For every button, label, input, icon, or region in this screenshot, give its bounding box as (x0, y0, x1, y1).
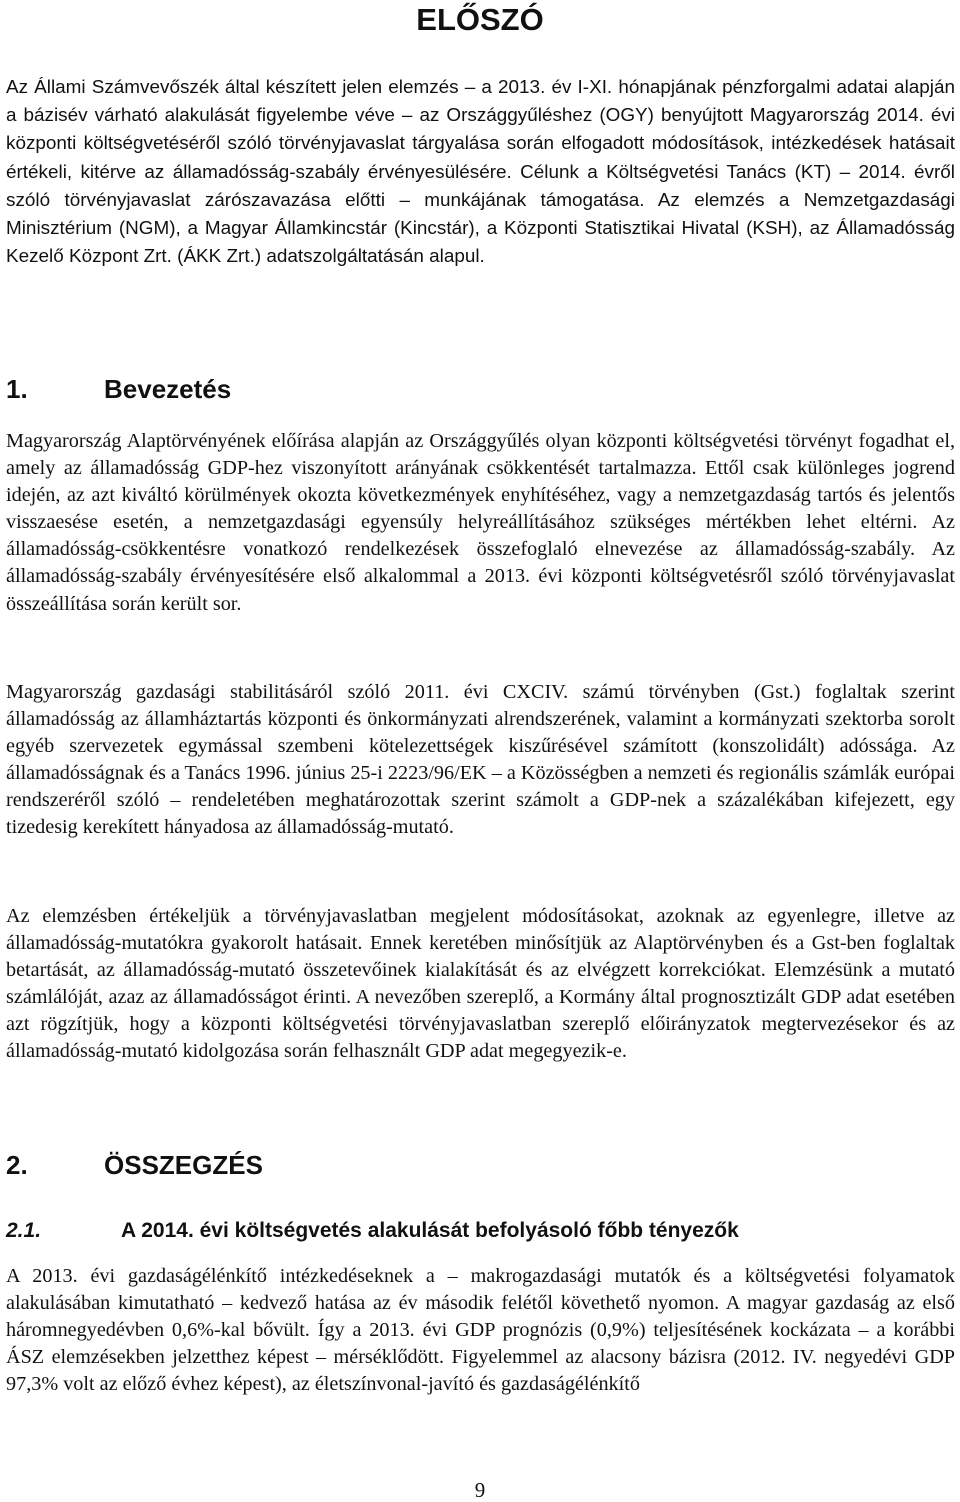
section-2-1-number: 2.1. (6, 1219, 42, 1242)
section-2-number: 2. (6, 1150, 28, 1180)
section-2-title: ÖSSZEGZÉS (104, 1150, 263, 1180)
foreword-paragraph: Az Állami Számvevőszék által készített jelen elemzés – a 2013. év I-XI. hónapjának pénzforgalmi adatai alapján a bázisév várható alakulását figyelembe véve – az Országgyűléshez (OGY) benyújtott Magyarország 2014. évi központi költségvetéséről szóló törvényjavaslat tárgyalása során elfogadott módosítások, intézkedések hatásait értékeli, kitérve az államadósság-szabály érvényesülésére. Célunk a Költségvetési Tanács (KT) – 2014. évről szóló törvényjavaslat zárószavazása előtti – munkájának támogatása. Az elemzés a Nemzetgazdasági Minisztérium (NGM), a Magyar Államkincstár (Kincstár), a Központi Statisztikai Hivatal (KSH), az Államadósság Kezelő Központ Zrt. (ÁKK Zrt.) adatszolgáltatásán alapul. (6, 77, 955, 268)
section-1-paragraph-2: Magyarország gazdasági stabilitásáról szóló 2011. évi CXCIV. számú törvényben (Gst.) foglaltak szerint államadósság az államháztartás központi és önkormányzati alrendszerének, valamint a kormányzati szektorba sorolt egyéb szervezetek egymással szembeni kötelezettségek kiszűrésével számított (konszolidált) adóssága. Az államadósságnak és a Tanács 1996. június 25-i 2223/96/EK – a Közösségben a nemzeti és regionális számlák európai rendszeréről szóló – rendeletében meghatározottak szerint számolt a GDP-nek a százalékában kifejezett, egy tizedesig kerekített hányadosa az államadósság-mutató. (6, 681, 955, 839)
section-1-title: Bevezetés (104, 374, 232, 404)
section-2-heading (6, 1150, 263, 1180)
section-2-1-title: A 2014. évi költségvetés alakulását befolyásoló főbb tényezők (121, 1219, 739, 1242)
page-title: ELŐSZÓ (416, 2, 544, 37)
section-2-1-paragraph: A 2013. évi gazdaságélénkítő intézkedéseknek a – makrogazdasági mutatók és a költségvetési folyamatok alakulásában kimutatható – kedvező hatása az év második felétől követhető nyomon. A magyar gazdaság az első háromnegyedévben 0,6%-kal bővült. Így a 2013. évi GDP prognózis (0,9%) teljesítésének kockázata – a korábbi ÁSZ elemzésekben jelzetthez képest – mérséklődött. Figyelemmel az alacsony bázisra (2012. IV. negyedévi GDP 97,3% volt az előző évhez képest), az életszínvonal-javító és gazdaságélénkítő (6, 1265, 955, 1396)
section-2-1-heading (6, 1218, 739, 1244)
section-1-heading (6, 374, 231, 404)
section-1-paragraph-3: Az elemzésben értékeljük a törvényjavaslatban megjelent módosításokat, azoknak az egyenlegre, illetve az államadósság-mutatókra gyakorolt hatásait. Ennek keretében minősítjük az Alaptörvényben és a Gst-ben foglaltak betartását, az államadósság-mutató összetevőinek kialakítását és az elvégzett korrekciókat. Elemzésünk a mutató számlálóját, azaz az államadósságot érinti. A nevezőben szereplő, a Kormány által prognosztizált GDP adat esetében azt rögzítjük, hogy a központi költségvetési törvényjavaslatban szereplő előirányzatok megtervezésekor és az államadósság-mutató kidolgozása során felhasznált GDP adat megegyezik-e. (6, 905, 955, 1063)
section-1-number: 1. (6, 374, 28, 404)
section-1-paragraph-1: Magyarország Alaptörvényének előírása alapján az Országgyűlés olyan központi költségvetési törvényt fogadhat el, amely az államadósság GDP-hez viszonyított arányának csökkentését tartalmazza. Ettől csak különleges jogrend idején, az azt kiváltó körülmények okozta következmények enyhítéséhez, vagy a nemzetgazdaság tartós és jelentős visszaesése esetén, a nemzetgazdasági egyensúly helyreállításához szükséges mértékben lehet eltérni. Az államadósság-csökkentésre vonatkozó rendelkezések összefoglaló elnevezése az államadósság-szabály. Az államadósság-szabály érvényesítésére első alkalommal a 2013. évi központi költségvetésről szóló törvényjavaslat összeállítása során került sor. (6, 430, 955, 615)
page-number: 9 (474, 1478, 486, 1502)
